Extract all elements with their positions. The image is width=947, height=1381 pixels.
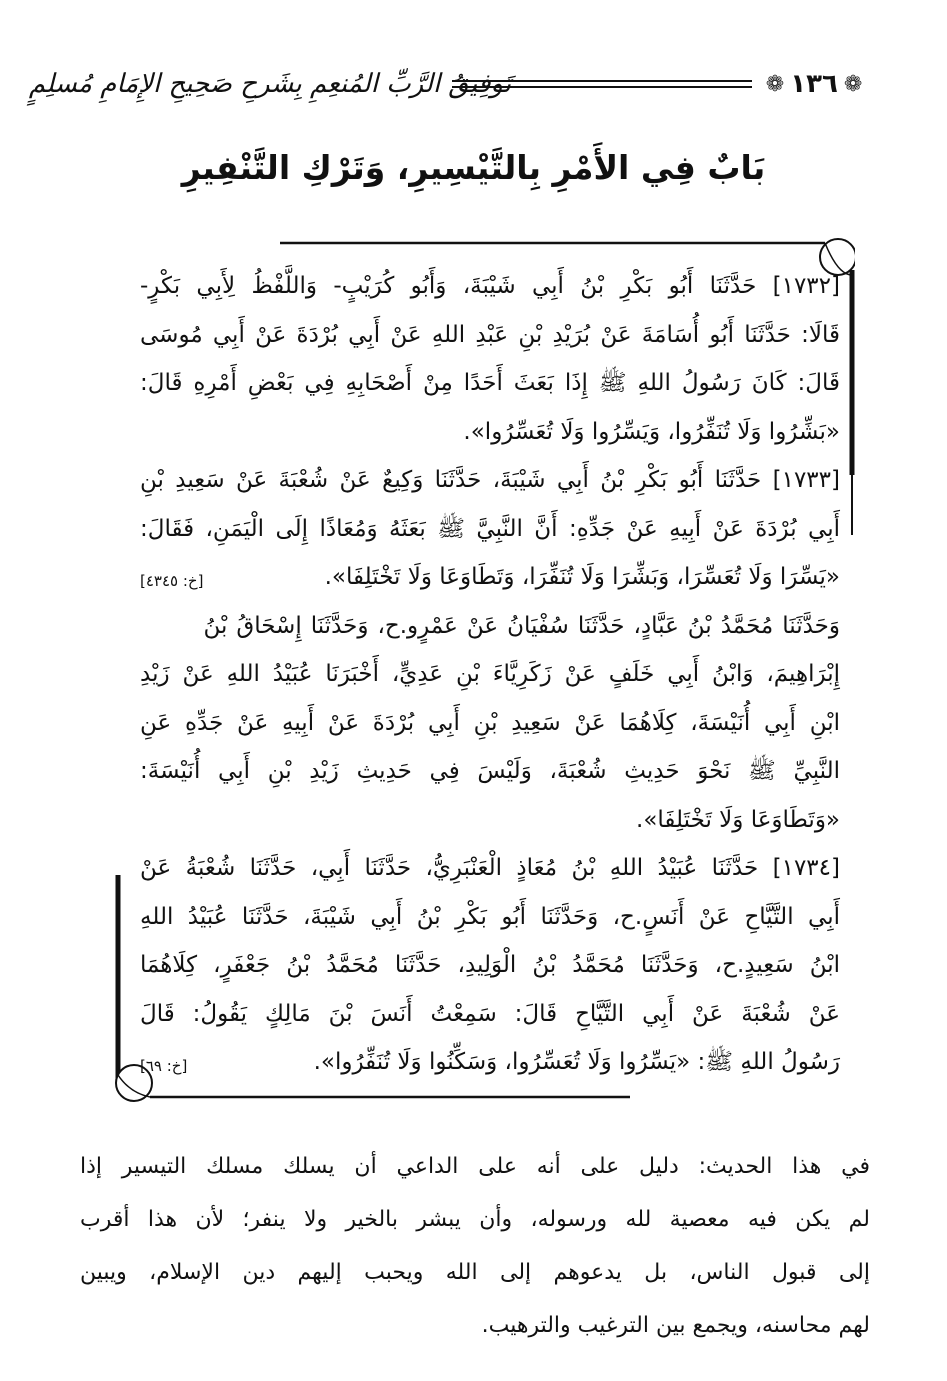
hadith-line: قَالَا: حَدَّثَنَا أَبُو أُسَامَةَ عَنْ بُرَيْدِ بْنِ عَبْدِ اللهِ عَنْ أَبِي بُرْدَةَ عَنْ أَبِي مُوسَى [140,321,840,348]
hadith-1733 [140,456,840,602]
chapter-title: بَابٌ فِي الأَمْرِ بِالتَّيْسِيرِ، وَتَرْكِ التَّنْفِيرِ [181,148,766,187]
page-number: ١٣٦ [790,69,838,99]
hadith-line: قَالَ: كَانَ رَسُولُ اللهِ ﷺ إِذَا بَعَثَ أَحَدًا مِنْ أَصْحَابِهِ فِي بَعْضِ أَمْرِهِ قَالَ: [140,370,840,396]
page-number-ornament [758,54,870,114]
hadith-1732 [140,262,840,456]
hadith-line: «بَشِّرُوا وَلَا تُنَفِّرُوا، وَيَسِّرُوا وَلَا تُعَسِّرُوا». [463,418,840,445]
hadith-line: إِبْرَاهِيمَ، وَابْنُ أَبِي خَلَفٍ عَنْ زَكَرِيَّاءَ بْنِ عَدِيٍّ، أَخْبَرَنَا عُبَيْدُ اللهِ عَنْ زَيْدِ [140,661,840,687]
ornament-icon-left: ❁ [765,71,785,97]
commentary [80,1140,870,1352]
hadith-line: [١٧٣٢] حَدَّثَنَا أَبُو بَكْرِ بْنُ أَبِي شَيْبَةَ، وَأَبُو كُرَيْبٍ- وَاللَّفْظُ لِأَبِي بَكْرٍ- [140,273,840,299]
hadith-line: «يَسِّرَا وَلَا تُعَسِّرَا، وَبَشِّرَا وَلَا تُنَفِّرَا، وَتَطَاوَعَا وَلَا تَخْتَلِفَا». [324,564,840,590]
commentary-line: في هذا الحديث: دليل على أنه على الداعي أن يسلك مسلك التيسير إذا [80,1154,870,1179]
hadith-line: رَسُولُ اللهِ ﷺ: «يَسِّرُوا وَلَا تُعَسِّرُوا، وَسَكِّنُوا وَلَا تُنَفِّرُوا». [313,1049,840,1075]
hadith-line: ابْنُ سَعِيدٍ.ح، وَحَدَّثَنَا مُحَمَّدُ بْنُ الْوَلِيدِ، حَدَّثَنَا مُحَمَّدُ بْنُ جَعْفَرٍ، كِلَاهُمَا [140,952,840,978]
hadith-line: النَّبِيِّ ﷺ نَحْوَ حَدِيثِ شُعْبَةَ، وَلَيْسَ فِي حَدِيثِ زَيْدِ بْنِ أَبِي أُنَيْسَةَ: [140,758,840,784]
hadith-line: وَحَدَّثَنَا مُحَمَّدُ بْنُ عَبَّادٍ، حَدَّثَنَا سُفْيَانُ عَنْ عَمْرٍو.ح، وَحَدَّثَنَا إِسْحَاقُ بْنُ [203,612,840,639]
hadith-line: [١٧٣٤] حَدَّثَنَا عُبَيْدُ اللهِ بْنُ مُعَاذٍ الْعَنْبَرِيُّ، حَدَّثَنَا أَبِي، حَدَّثَنَا شُعْبَةُ عَنْ [140,855,840,881]
hadith-line: عَنْ شُعْبَةَ عَنْ أَبِي التَّيَّاحِ قَالَ: سَمِعْتُ أَنَسَ بْنَ مَالِكٍ يَقُولُ: قَالَ [140,1000,840,1027]
hadith-line: «وَتَطَاوَعَا وَلَا تَخْتَلِفَا». [636,806,840,833]
commentary-line: لم يكن فيه معصية لله ورسوله، وأن يبشر بالخير ولا ينفر؛ لأن هذا أقرب [80,1207,870,1232]
bukhari-reference: [خ: ٦٩] [140,1057,188,1075]
hadith-1733-chain [140,602,840,845]
hadith-line: ابْنِ أَبِي أُنَيْسَةَ، كِلَاهُمَا عَنْ سَعِيدِ بْنِ أَبِي بُرْدَةَ عَنْ أَبِيهِ عَنْ جَدِّهِ عَنِ [140,709,840,736]
commentary-line: لهم محاسنه، ويجمع بين الترغيب والترهيب. [481,1313,870,1338]
hadith-line-with-ref [140,1038,840,1087]
hadith-line: أَبِي بُرْدَةَ عَنْ أَبِيهِ عَنْ جَدِّهِ: أَنَّ النَّبِيَّ ﷺ بَعَثَهُ وَمُعَاذًا إِلَى الْيَمَنِ، فَقَالَ: [140,515,840,542]
header-rule [452,80,752,88]
hadith-block [140,262,840,1091]
running-title: تَوفِيقُ الرَّبِّ المُنعِمِ بِشَرحِ صَحِيحِ الإِمَامِ مُسلِمٍ [28,69,512,99]
hadith-line: أَبِي التَّيَّاحِ عَنْ أَنَسٍ.ح، وَحَدَّثَنَا أَبُو بَكْرِ بْنُ أَبِي شَيْبَةَ، حَدَّثَنَا عُبَيْدُ اللهِ [140,903,840,930]
commentary-line: إلى قبول الناس، بل يدعوهم إلى الله ويحبب إليهم دين الإسلام، ويبين [80,1260,870,1285]
ornament-icon-right: ❁ [843,71,863,97]
page-header [28,52,870,116]
hadith-line: [١٧٣٣] حَدَّثَنَا أَبُو بَكْرِ بْنُ أَبِي شَيْبَةَ، حَدَّثَنَا وَكِيعٌ عَنْ شُعْبَةَ عَنْ سَعِيدِ بْنِ [140,467,840,493]
bukhari-reference: [خ: ٤٣٤٥] [140,572,204,590]
hadith-line-with-ref [140,553,840,602]
hadith-1734 [140,844,840,1087]
